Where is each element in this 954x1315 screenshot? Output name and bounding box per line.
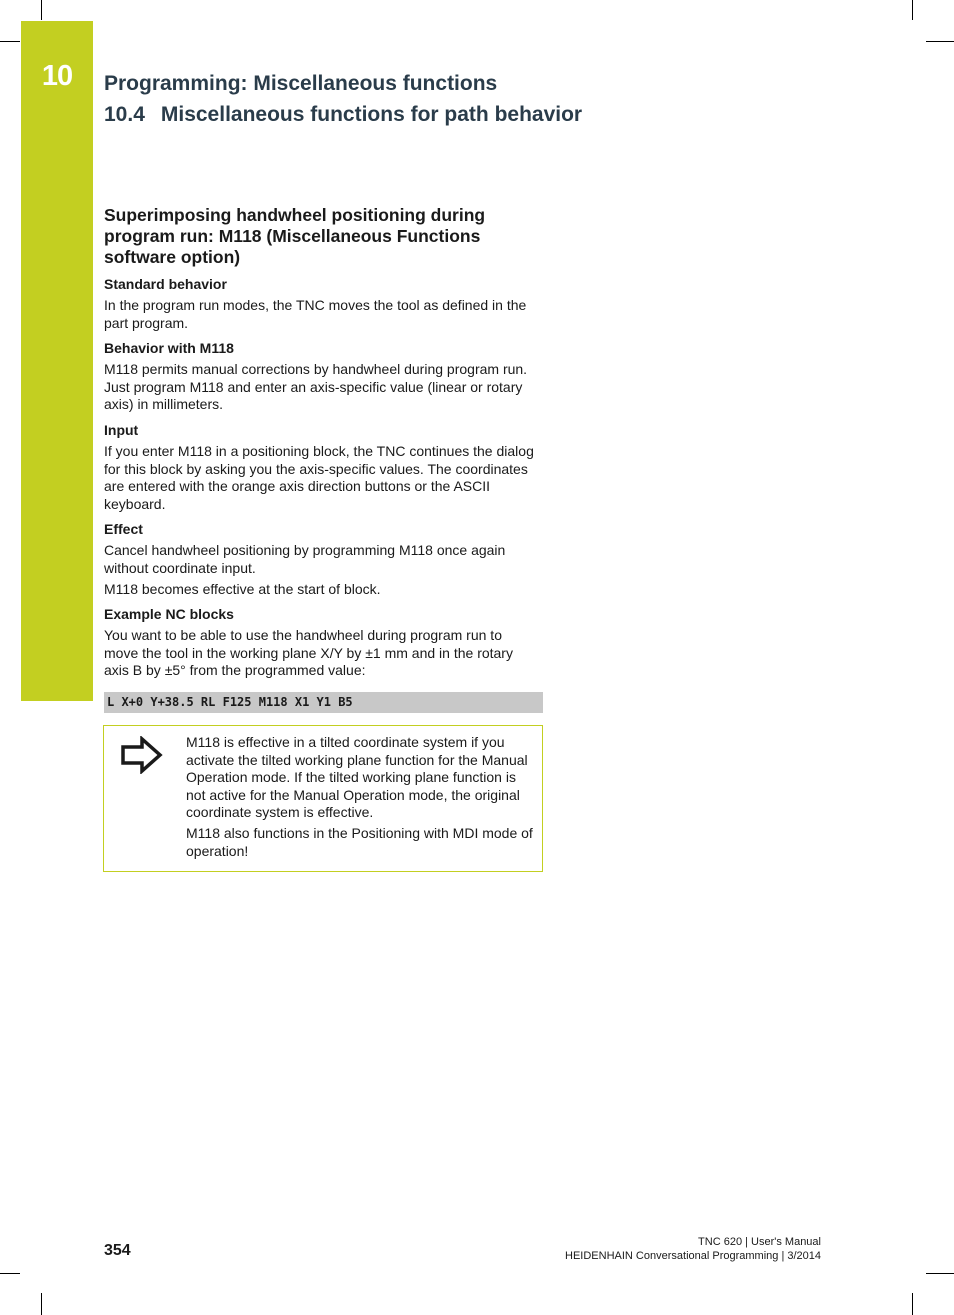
subheading-example: Example NC blocks bbox=[104, 606, 234, 623]
paragraph-example: You want to be able to use the handwheel during program run to move the tool in the working plane X/Y by ±1 mm and in the rotary axis B by ±5° from the programmed value: bbox=[104, 627, 513, 679]
paragraph-effect-2: M118 becomes effective at the start of block. bbox=[104, 580, 381, 597]
nc-code-block: L X+0 Y+38.5 RL F125 M118 X1 Y1 B5 bbox=[104, 692, 543, 713]
main-content bbox=[104, 205, 554, 683]
page-number: 354 bbox=[104, 1242, 131, 1259]
note-paragraph-1: M118 is effective in a tilted coordinate system if you activate the tilted working plane function for the Manual Operation mode. If the tilted working plane function is not active for the Manual Operation mode, the original coordinate system is effective. bbox=[186, 734, 528, 821]
paragraph-input: If you enter M118 in a positioning block, the TNC continues the dialog for this block by asking you the axis-specific values. The coordinates are entered with the orange axis direction buttons or the ASCII keyboard. bbox=[104, 442, 534, 512]
footer-line-1: TNC 620 | User's Manual bbox=[698, 1236, 821, 1248]
chapter-number: 10 bbox=[41, 60, 73, 92]
subheading-effect: Effect bbox=[104, 521, 143, 538]
subheading-standard-behavior: Standard behavior bbox=[104, 276, 227, 292]
note-box bbox=[103, 725, 543, 872]
note-paragraph-2: M118 also functions in the Positioning with MDI mode of operation! bbox=[186, 824, 533, 859]
crop-mark bbox=[0, 41, 20, 42]
section-title-text: Miscellaneous functions for path behavior bbox=[160, 103, 583, 126]
paragraph-behavior-m118: M118 permits manual corrections by handwheel during program run. Just program M118 and enter an axis-specific value (linear or rotary axis) in millimeters. bbox=[104, 361, 528, 413]
crop-mark bbox=[912, 1293, 913, 1315]
subheading-behavior-m118: Behavior with M118 bbox=[104, 340, 234, 357]
section-number: 10.4 bbox=[104, 103, 145, 126]
crop-mark bbox=[41, 0, 42, 20]
chapter-title: Programming: Miscellaneous functions bbox=[104, 72, 498, 95]
crop-mark bbox=[926, 1273, 954, 1274]
note-text bbox=[186, 734, 536, 863]
subheading-input: Input bbox=[104, 421, 139, 438]
paragraph-standard-behavior: In the program run modes, the TNC moves the tool as defined in the part program. bbox=[104, 297, 527, 331]
crop-mark bbox=[0, 1273, 20, 1274]
crop-mark bbox=[912, 0, 913, 20]
arrow-right-icon bbox=[120, 736, 164, 774]
paragraph-effect-1: Cancel handwheel positioning by programming M118 once again without coordinate input. bbox=[104, 542, 506, 576]
section-title bbox=[104, 103, 582, 127]
footer-line-2: HEIDENHAIN Conversational Programming | 3/2014 bbox=[565, 1250, 821, 1262]
crop-mark bbox=[41, 1293, 42, 1315]
chapter-tab bbox=[21, 21, 93, 701]
footer bbox=[565, 1235, 821, 1263]
topic-heading: Superimposing handwheel positioning during program run: M118 (Miscellaneous Functions software option) bbox=[104, 205, 486, 267]
note-divider bbox=[186, 725, 543, 726]
crop-mark bbox=[926, 41, 954, 42]
